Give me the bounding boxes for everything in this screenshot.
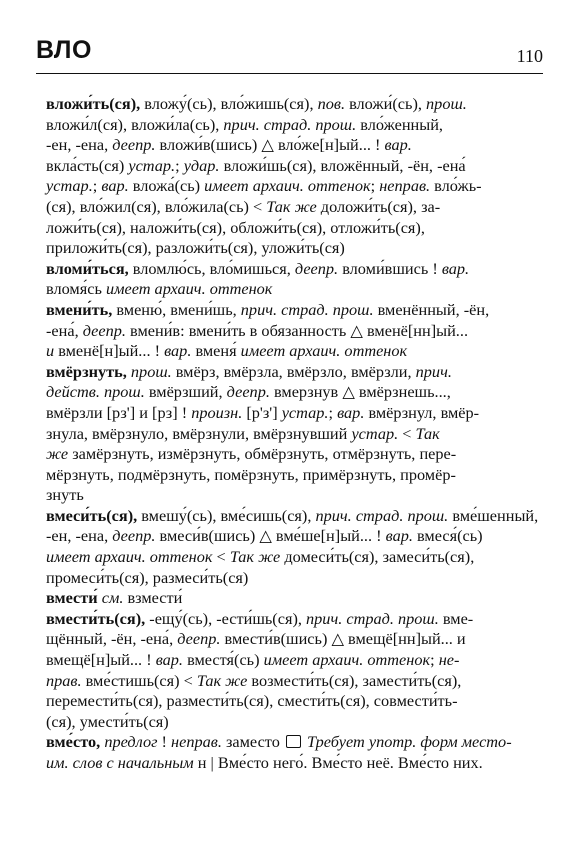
entry-text: мёрзнуть, подмёрзнуть, помёрзнуть, примёрзнуть, промёр- bbox=[46, 464, 456, 484]
entry-text: вмени́в: вмени́ть в обязанность △ вменё[нн]ый... bbox=[125, 320, 469, 340]
entry-text: ! bbox=[157, 732, 172, 752]
page-number: 110 bbox=[516, 46, 543, 66]
entry-text: вменю́, вмени́шь, bbox=[112, 299, 241, 319]
grammatical-note: Требует употр. форм место- bbox=[307, 732, 512, 752]
entry-text: (ся), умести́ть(ся) bbox=[46, 711, 169, 731]
grammatical-note: вар. bbox=[155, 650, 183, 670]
grammatical-note: имеет архаич. оттенок bbox=[263, 650, 431, 670]
grammatical-note: Так же bbox=[266, 196, 317, 216]
entry-text: вломя́сь bbox=[46, 279, 106, 299]
entry-text: вложи́л(ся), вложи́ла(сь), bbox=[46, 114, 224, 134]
entry-line bbox=[46, 629, 536, 650]
grammatical-note: имеет архаич. оттенок bbox=[204, 176, 371, 196]
grammatical-note: им. слов с начальным bbox=[46, 753, 194, 772]
entry-text: вмеси́в(шись) △ вме́ше[н]ый... ! bbox=[155, 526, 386, 546]
entry-text: вложу́(сь), вло́жишь(ся), bbox=[140, 94, 318, 113]
entry-text: вломи́вшись ! bbox=[338, 258, 442, 278]
entry-line bbox=[46, 94, 536, 115]
dictionary-entry bbox=[46, 588, 536, 609]
entry-headword: вмеси́ть(ся), bbox=[46, 505, 138, 525]
entry-text: вложи́шь(ся), вложённый, -ён, -ена́ bbox=[219, 155, 466, 175]
entry-text: доложи́ть(ся), за- bbox=[316, 196, 441, 216]
grammatical-note: вар. bbox=[164, 341, 192, 361]
entry-line bbox=[46, 196, 536, 218]
grammatical-note: деепр. bbox=[294, 258, 339, 278]
grammatical-note: неправ. bbox=[379, 176, 431, 196]
entry-line bbox=[46, 608, 536, 630]
entry-text: н | Вме́сто него́. Вме́сто неё. Вме́сто них. bbox=[193, 753, 483, 772]
entry-text: < bbox=[212, 547, 230, 567]
grammatical-note: деепр. bbox=[177, 629, 221, 649]
entry-text: [р'з'] bbox=[242, 402, 282, 422]
entry-text: ; bbox=[430, 650, 439, 670]
grammatical-note: прош. bbox=[130, 361, 172, 381]
grammatical-note: вар. bbox=[101, 176, 129, 196]
grammatical-note: имеет архаич. оттенок bbox=[105, 279, 273, 299]
grammatical-note: прич. страд. прош. bbox=[306, 608, 439, 628]
entry-line bbox=[46, 361, 536, 383]
entry-text: ; bbox=[92, 176, 102, 196]
entry-text: знула, вмёрзнуло, вмёрзнули, вмёрзнувший bbox=[46, 423, 352, 443]
grammatical-note: Так bbox=[415, 423, 440, 443]
entry-text: ; bbox=[370, 176, 380, 196]
grammatical-note: устар. bbox=[128, 155, 176, 175]
entry-text: -ещу́(сь), -ести́шь(ся), bbox=[145, 608, 307, 628]
entry-text: вмерзнув △ вмёрзнешь..., bbox=[269, 382, 451, 402]
dictionary-entry bbox=[46, 609, 536, 733]
entry-headword: вме́сто, bbox=[46, 732, 101, 752]
entry-text: вместя́(сь) bbox=[183, 650, 264, 670]
usage-note-box-icon bbox=[286, 735, 301, 748]
grammatical-note: устар. bbox=[351, 423, 399, 443]
entry-headword: вломи́ться, bbox=[46, 258, 129, 278]
dictionary-entry bbox=[46, 732, 536, 773]
entry-line bbox=[46, 217, 536, 239]
entry-text: ; bbox=[328, 402, 338, 422]
grammatical-note: устар. bbox=[46, 176, 93, 196]
entry-line bbox=[46, 691, 536, 712]
grammatical-note: прич. страд. прош. bbox=[315, 505, 449, 525]
entry-text: вменё[н]ый... ! bbox=[54, 341, 165, 361]
grammatical-note: Так же bbox=[196, 670, 248, 690]
entry-text: перемести́ть(ся), размести́ть(ся), смести́ть(ся), совмести́ть- bbox=[46, 691, 458, 711]
entry-line bbox=[46, 341, 536, 362]
entry-line bbox=[46, 155, 536, 177]
entry-text: вменя́ bbox=[191, 341, 241, 361]
grammatical-note: имеет архаич. оттенок bbox=[46, 547, 213, 567]
grammatical-note: прич. bbox=[415, 361, 452, 381]
grammatical-note: вар. bbox=[441, 258, 470, 278]
grammatical-note: не- bbox=[438, 650, 460, 670]
grammatical-note: неправ. bbox=[171, 732, 222, 752]
grammatical-note: пов. bbox=[317, 94, 346, 113]
entry-line bbox=[46, 176, 536, 197]
grammatical-note: деепр. bbox=[226, 382, 270, 402]
grammatical-note: деепр. bbox=[112, 526, 156, 546]
entry-text: приложи́ть(ся), разложи́ть(ся), уложи́ть(ся) bbox=[46, 238, 345, 258]
entry-text: заместо bbox=[221, 732, 284, 752]
entry-text: -ена́, bbox=[46, 320, 83, 340]
dictionary-entry bbox=[46, 300, 536, 362]
entry-line bbox=[46, 135, 536, 156]
entry-headword: вложи́ть(ся), bbox=[46, 94, 141, 113]
entry-text: ; bbox=[175, 155, 184, 175]
dictionary-entry bbox=[46, 259, 536, 300]
grammatical-note: предлог bbox=[104, 732, 158, 752]
grammatical-note: удар. bbox=[183, 155, 220, 175]
entry-text: (ся), вло́жил(ся), вло́жила(сь) < bbox=[46, 196, 267, 216]
grammatical-note: вар. bbox=[384, 135, 412, 155]
entry-text: вмёрзнул, вмёр- bbox=[364, 402, 480, 422]
entry-text: вложа́(сь) bbox=[128, 176, 205, 196]
entry-line bbox=[46, 258, 536, 280]
entry-text: вмешу́(сь), вме́сишь(ся), bbox=[137, 505, 316, 525]
entry-text: вме- bbox=[438, 608, 474, 628]
entry-text: вмеся́(сь) bbox=[412, 526, 483, 546]
entry-line bbox=[46, 382, 536, 403]
entry-text: вломлю́сь, вло́мишься, bbox=[128, 258, 295, 278]
entry-text: вмещё[н]ый... ! bbox=[46, 650, 156, 670]
header-rule bbox=[36, 73, 543, 74]
entry-headword: вмени́ть, bbox=[46, 299, 113, 319]
entry-text: взмести́ bbox=[123, 588, 183, 608]
entry-line bbox=[46, 650, 536, 671]
dictionary-entry bbox=[46, 362, 536, 506]
entry-headword: вмёрзнуть, bbox=[46, 361, 127, 381]
entry-line bbox=[46, 279, 536, 300]
grammatical-note: произн. bbox=[191, 402, 243, 422]
entry-line bbox=[46, 299, 536, 321]
entry-line bbox=[46, 444, 536, 465]
grammatical-note: имеет архаич. оттенок bbox=[240, 341, 408, 361]
entry-text: промеси́ть(ся), размеси́ть(ся) bbox=[46, 567, 249, 587]
entry-text: вмести́в(шись) △ вмещё[нн]ый... и bbox=[220, 629, 466, 649]
dictionary-entries bbox=[46, 94, 539, 774]
grammatical-note: прич. страд. прош. bbox=[240, 299, 374, 319]
grammatical-note: деепр. bbox=[82, 320, 126, 340]
grammatical-note: см. bbox=[101, 588, 124, 608]
grammatical-note: прав. bbox=[46, 670, 82, 690]
entry-line bbox=[46, 238, 536, 259]
entry-text: вмёрзли [рз'] и [рз] ! bbox=[46, 402, 192, 422]
entry-text: -ен, -ена, bbox=[46, 135, 113, 155]
grammatical-note: деепр. bbox=[112, 135, 156, 155]
entry-line bbox=[46, 114, 536, 136]
entry-text: домеси́ть(ся), замеси́ть(ся), bbox=[280, 547, 475, 567]
entry-text: щённый, -ён, -ена́, bbox=[46, 629, 178, 649]
entry-text: замёрзнуть, измёрзнуть, обмёрзнуть, отмёрзнуть, пере- bbox=[68, 444, 457, 464]
entry-line bbox=[46, 505, 539, 527]
entry-line bbox=[46, 567, 536, 589]
entry-line bbox=[46, 320, 536, 342]
entry-line bbox=[46, 588, 536, 609]
entry-text: вложи́(сь), bbox=[345, 94, 427, 113]
entry-line bbox=[46, 732, 536, 753]
entry-headword: вмести́ть(ся), bbox=[46, 608, 146, 628]
entry-text: вложи́в(шись) △ вло́же[н]ый... ! bbox=[155, 135, 385, 155]
entry-line bbox=[46, 423, 536, 445]
entry-headword: вмести́ bbox=[46, 588, 98, 608]
entry-text: вме́стишь(ся) < bbox=[81, 670, 197, 690]
entry-text: < bbox=[398, 423, 416, 443]
entry-line bbox=[46, 547, 536, 568]
grammatical-note: действ. прош. bbox=[46, 382, 145, 402]
grammatical-note: устар. bbox=[281, 402, 329, 422]
grammatical-note: Так же bbox=[229, 547, 281, 567]
entry-line bbox=[46, 670, 536, 692]
running-headword: ВЛО bbox=[36, 36, 92, 64]
entry-text: вме́шенный, bbox=[448, 505, 539, 525]
entry-text: вло́жь- bbox=[430, 176, 482, 196]
entry-text: вкла́сть(ся) bbox=[46, 155, 129, 175]
entry-text: возмести́ть(ся), замести́ть(ся), bbox=[247, 670, 462, 690]
dictionary-entry bbox=[46, 505, 539, 588]
entry-line bbox=[46, 526, 536, 547]
grammatical-note: вар. bbox=[385, 526, 413, 546]
grammatical-note: и bbox=[46, 341, 55, 361]
entry-line bbox=[46, 402, 536, 424]
grammatical-note: прич. страд. прош. bbox=[223, 114, 357, 134]
entry-line bbox=[46, 711, 536, 733]
grammatical-note: же bbox=[46, 444, 69, 464]
entry-text: ложи́ть(ся), наложи́ть(ся), обложи́ть(ся), отложи́ть(ся), bbox=[46, 217, 425, 237]
entry-line bbox=[46, 485, 536, 506]
grammatical-note: прош. bbox=[426, 94, 467, 113]
entry-text: вло́женный, bbox=[356, 114, 443, 134]
dictionary-entry bbox=[46, 94, 536, 259]
entry-text: знуть bbox=[46, 485, 84, 505]
entry-text: вмёрзший, bbox=[144, 382, 227, 402]
entry-line bbox=[46, 464, 536, 486]
entry-line bbox=[46, 753, 536, 774]
page-header bbox=[36, 36, 543, 74]
entry-text: -ен, -ена, bbox=[46, 526, 113, 546]
entry-text: вмёрз, вмёрзла, вмёрзло, вмёрзли, bbox=[171, 361, 416, 381]
grammatical-note: вар. bbox=[337, 402, 365, 422]
entry-text: вменённый, -ён, bbox=[373, 299, 490, 319]
